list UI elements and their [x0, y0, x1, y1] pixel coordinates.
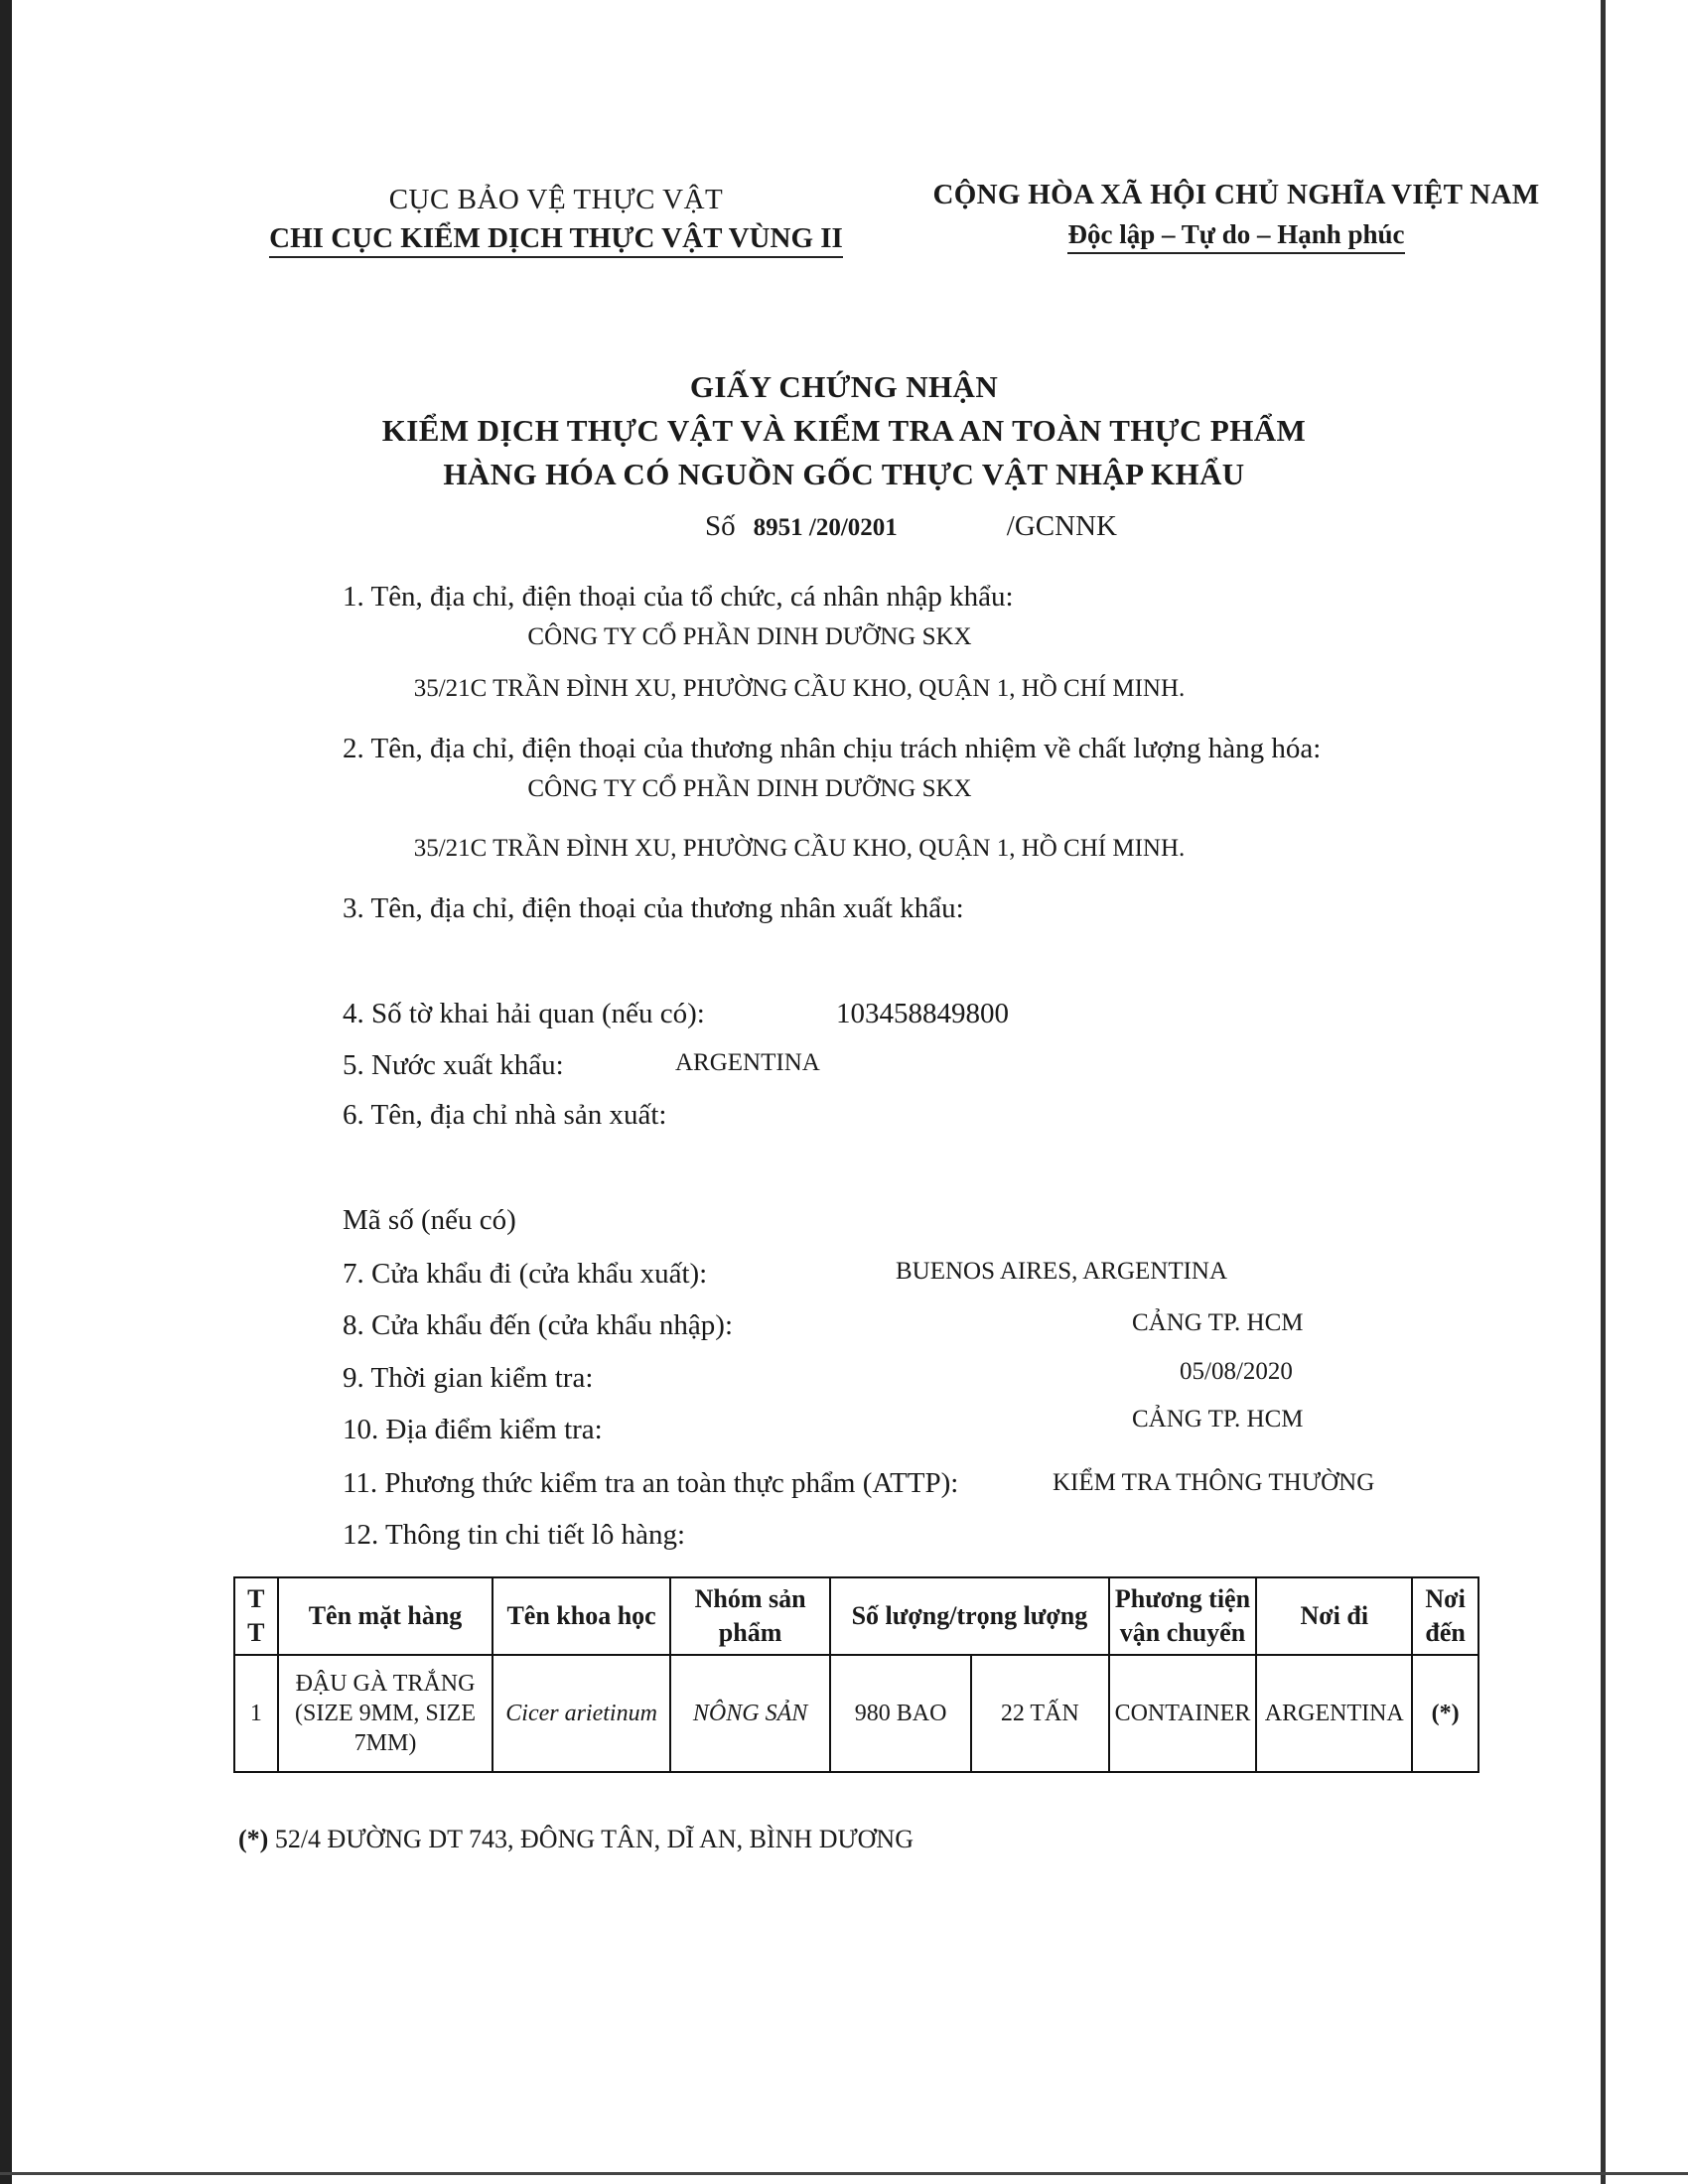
header-origin: Nơi đi [1256, 1577, 1412, 1655]
field-11-label: 11. Phương thức kiểm tra an toàn thực phẩm (ATTP): [343, 1467, 959, 1499]
national-header [879, 179, 1594, 254]
field-9-value: 05/08/2020 [1180, 1358, 1293, 1385]
field-5-value: ARGENTINA [675, 1049, 820, 1076]
field-8-label: 8. Cửa khẩu đến (cửa khẩu nhập): [343, 1309, 734, 1341]
footnote-mark: (*) [238, 1825, 269, 1853]
agency-line-1: CỤC BẢO VỆ THỰC VẬT [388, 184, 724, 215]
national-motto: Độc lập – Tự do – Hạnh phúc [1067, 219, 1404, 254]
table-row [234, 1655, 1478, 1772]
header-product-group: Nhóm sản phẩm [670, 1577, 830, 1655]
field-11-value: KIỂM TRA THÔNG THƯỜNG [1053, 1469, 1375, 1496]
country-name: CỘNG HÒA XÃ HỘI CHỦ NGHĨA VIỆT NAM [932, 179, 1540, 210]
field-10-value: CẢNG TP. HCM [1132, 1406, 1304, 1433]
field-5-label: 5. Nước xuất khẩu: [343, 1049, 564, 1081]
field-8-value: CẢNG TP. HCM [1132, 1309, 1304, 1336]
cell-scientific-name: Cicer arietinum [492, 1655, 670, 1772]
cell-quantity: 980 BAO [830, 1655, 971, 1772]
cell-weight: 22 TẤN [971, 1655, 1109, 1772]
agency-line-2-text: CHI CỤC KIỂM DỊCH THỰC VẬT VÙNG II [269, 222, 843, 258]
title-line-3: HÀNG HÓA CÓ NGUỒN GỐC THỰC VẬT NHẬP KHẨU [443, 457, 1245, 491]
certificate-number [705, 510, 1117, 543]
scan-edge-bottom [0, 2172, 1688, 2175]
agency-line-2 [238, 222, 874, 255]
header-tt: T T [234, 1577, 278, 1655]
table-header-row [234, 1577, 1478, 1655]
field-3-label: 3. Tên, địa chỉ, điện thoại của thương nhân xuất khẩu: [343, 892, 964, 924]
field-4-label: 4. Số tờ khai hải quan (nếu có): [343, 998, 705, 1029]
header-destination: Nơi đến [1412, 1577, 1478, 1655]
cell-origin: ARGENTINA [1256, 1655, 1412, 1772]
field-1-name: CÔNG TY CỔ PHẦN DINH DƯỠNG SKX [527, 623, 972, 650]
footnote [238, 1825, 914, 1854]
title-line-1: GIẤY CHỨNG NHẬN [689, 369, 999, 404]
certificate-suffix: /GCNNK [1006, 510, 1117, 542]
certificate-prefix: Số [705, 510, 736, 542]
cell-tt: 1 [234, 1655, 278, 1772]
field-9-label: 9. Thời gian kiểm tra: [343, 1362, 594, 1394]
field-2-name: CÔNG TY CỔ PHẦN DINH DƯỠNG SKX [527, 775, 972, 802]
field-1-address: 35/21C TRẦN ĐÌNH XU, PHƯỜNG CẦU KHO, QUẬN 1, HỒ CHÍ MINH. [413, 675, 1186, 702]
cell-item-name: ĐẬU GÀ TRẮNG (SIZE 9MM, SIZE 7MM) [278, 1655, 493, 1772]
field-6-label: 6. Tên, địa chỉ nhà sản xuất: [343, 1099, 667, 1131]
header-scientific-name: Tên khoa học [492, 1577, 670, 1655]
field-1-label: 1. Tên, địa chỉ, điện thoại của tổ chức, cá nhân nhập khẩu: [343, 581, 1014, 613]
field-12-label: 12. Thông tin chi tiết lô hàng: [343, 1519, 686, 1551]
header-item-name: Tên mặt hàng [278, 1577, 493, 1655]
cell-destination: (*) [1412, 1655, 1478, 1772]
field-10-label: 10. Địa điểm kiểm tra: [343, 1414, 603, 1445]
field-7-label: 7. Cửa khẩu đi (cửa khẩu xuất): [343, 1258, 708, 1290]
cell-transport: CONTAINER [1109, 1655, 1257, 1772]
scan-edge-left [0, 0, 12, 2184]
footnote-text: 52/4 ĐƯỜNG DT 743, ĐÔNG TÂN, DĨ AN, BÌNH DƯƠNG [274, 1825, 914, 1853]
cell-product-group: NÔNG SẢN [670, 1655, 830, 1772]
field-2-address: 35/21C TRẦN ĐÌNH XU, PHƯỜNG CẦU KHO, QUẬN 1, HỒ CHÍ MINH. [413, 835, 1186, 862]
header-transport: Phương tiện vận chuyển [1109, 1577, 1257, 1655]
shipment-table [233, 1576, 1479, 1773]
agency-header [238, 184, 874, 255]
scan-edge-right [1601, 0, 1606, 2184]
header-quantity: Số lượng/trọng lượng [830, 1577, 1108, 1655]
field-2-label: 2. Tên, địa chỉ, điện thoại của thương nhân chịu trách nhiệm về chất lượng hàng hóa: [343, 733, 1322, 764]
title-line-2: KIỂM DỊCH THỰC VẬT VÀ KIỂM TRA AN TOÀN THỰC PHẨM [381, 413, 1307, 448]
field-7-value: BUENOS AIRES, ARGENTINA [896, 1258, 1228, 1285]
certificate-number-value: 8951 /20/0201 [753, 514, 898, 541]
code-label: Mã số (nếu có) [343, 1204, 516, 1236]
field-4-value: 103458849800 [836, 998, 1009, 1029]
document-title [298, 365, 1390, 496]
